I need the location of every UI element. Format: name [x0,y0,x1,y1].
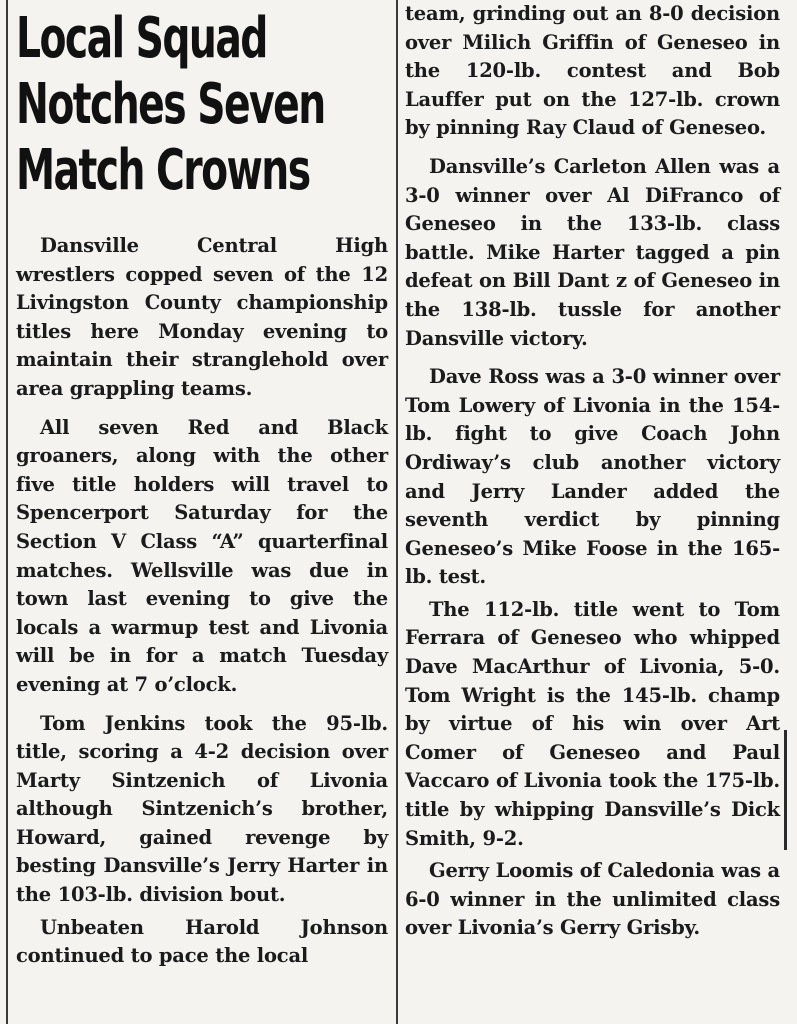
headline-line-2: Notches Seven [16,72,325,137]
column-divider-rule [396,0,398,1024]
paragraph-title-holders: All seven Red and Black groaners, along with the other five title holders will travel to Spencerport Saturday for the Section V Class “A” quarterfinal matches. Wellsville was due in town last evening to give the locals a warmup test and Livonia will be in for a match Tuesday evening at 7 o’clock. [16,415,388,696]
headline-line-3: Match Crowns [16,138,310,203]
right-edge-rule [784,730,787,850]
paragraph-johnson: Unbeaten Harold Johnson continued to pace the local [16,915,388,968]
article-headline [16,0,325,204]
paragraph-jenkins: Tom Jenkins took the 95-lb. title, scoring a 4-2 decision over Marty Sintzenich of Livonia although Sintzenich’s brother, Howard, gained revenge by besting Dansville’s Jerry Harter in the 103-lb. division bout. [16,711,388,907]
left-body [16,232,388,971]
paragraph-lead: Dansville Central High wrestlers copped seven of the 12 Livingston County championship titles here Monday evening to maintain their stranglehold over area grappling teams. [16,234,388,400]
paragraph-ferrara: The 112-lb. title went to Tom Ferrara of Geneseo who whipped Dave MacArthur of Livonia, 5-0. Tom Wright is the 145-lb. champ by virtue of his win over Art Comer of Geneseo and Paul Vaccaro of Livonia took the 175-lb. title by whipping Dansville’s Dick Smith, 9-2. [405,597,780,850]
headline-line-1: Local Squad [16,6,267,71]
left-column [16,0,388,971]
paragraph-allen: Dansville’s Carleton Allen was a 3-0 winner over Al DiFranco of Geneseo in the 133-lb. class battle. Mike Harter tagged a pin defeat on Bill Dant z of Geneseo in the 138-lb. tussle for another Dansville victory. [405,154,780,350]
paragraph-continuation: team, grinding out an 8-0 decision over Milich Griffin of Geneseo in the 120-lb. contest and Bob Lauffer put on the 127-lb. crown by pinning Ray Claud of Geneseo. [405,2,780,140]
paragraph-ross: Dave Ross was a 3-0 winner over Tom Lowery of Livonia in the 154-lb. fight to give Coach John Ordiway’s club another victory and Jerry Lander added the seventh verdict by pinning Geneseo’s Mike Foose in the 165-lb. test. [405,365,780,589]
left-column-rule [6,0,8,1024]
right-column [405,0,780,943]
paragraph-loomis: Gerry Loomis of Caledonia was a 6-0 winner in the unlimited class over Livonia’s Gerry Grisby. [405,859,780,940]
